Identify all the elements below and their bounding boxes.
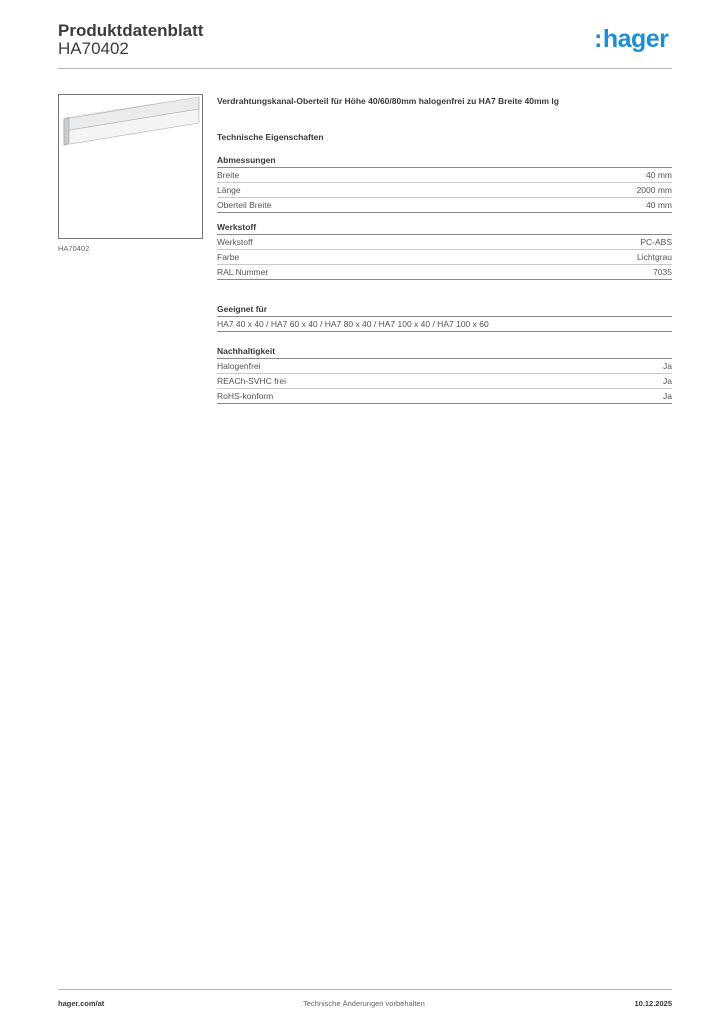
row-label: REACh-SVHC frei xyxy=(217,376,286,386)
product-description: Verdrahtungskanal-Oberteil für Höhe 40/60/80mm halogenfrei zu HA7 Breite 40mm lg xyxy=(217,96,559,106)
group-geeignet-fuer xyxy=(217,304,672,332)
row-value: PC-ABS xyxy=(640,237,672,247)
table-row xyxy=(217,389,672,404)
header-divider xyxy=(58,68,672,69)
product-code: HA70402 xyxy=(58,39,129,58)
group-title: Geeignet für xyxy=(217,304,672,317)
table-row xyxy=(217,168,672,183)
footer-website: hager.com/at xyxy=(58,999,105,1008)
row-value: Lichtgrau xyxy=(637,252,672,262)
row-label: Länge xyxy=(217,185,241,195)
group-nachhaltigkeit xyxy=(217,346,672,404)
row-value: 40 mm xyxy=(646,200,672,210)
table-row xyxy=(217,359,672,374)
row-label: Werkstoff xyxy=(217,237,253,247)
group-title: Abmessungen xyxy=(217,155,672,168)
table-row xyxy=(217,374,672,389)
footer-date: 10.12.2025 xyxy=(634,999,672,1008)
product-image xyxy=(58,94,203,239)
footer-notice: Technische Änderungen vorbehalten xyxy=(303,999,425,1008)
tech-properties-title: Technische Eigenschaften xyxy=(217,132,324,142)
table-row xyxy=(217,198,672,213)
group-title: Nachhaltigkeit xyxy=(217,346,672,359)
cable-duct-cover-illustration xyxy=(59,95,204,240)
row-label: Farbe xyxy=(217,252,240,262)
page-title: Produktdatenblatt xyxy=(58,21,204,40)
row-value: 7035 xyxy=(653,267,672,277)
table-row xyxy=(217,250,672,265)
group-abmessungen xyxy=(217,155,672,213)
table-row xyxy=(217,317,672,332)
row-label: Halogenfrei xyxy=(217,361,261,371)
footer-divider xyxy=(58,989,672,990)
row-value: 40 mm xyxy=(646,170,672,180)
row-label: Breite xyxy=(217,170,240,180)
row-value: Ja xyxy=(663,361,672,371)
row-label: HA7 40 x 40 / HA7 60 x 40 / HA7 80 x 40 / HA7 100 x 40 / HA7 100 x 60 xyxy=(217,319,489,329)
table-row xyxy=(217,235,672,250)
group-title: Werkstoff xyxy=(217,222,672,235)
row-value: Ja xyxy=(663,376,672,386)
table-row xyxy=(217,183,672,198)
table-row xyxy=(217,265,672,280)
image-caption: HA70402 xyxy=(58,244,90,253)
product-details xyxy=(217,96,672,413)
row-value: Ja xyxy=(663,391,672,401)
row-label: Oberteil Breite xyxy=(217,200,272,210)
row-label: RAL Nummer xyxy=(217,267,269,277)
hager-logo: :hager xyxy=(594,25,669,53)
row-label: RoHS-konform xyxy=(217,391,274,401)
row-value: 2000 mm xyxy=(636,185,672,195)
group-werkstoff xyxy=(217,222,672,280)
